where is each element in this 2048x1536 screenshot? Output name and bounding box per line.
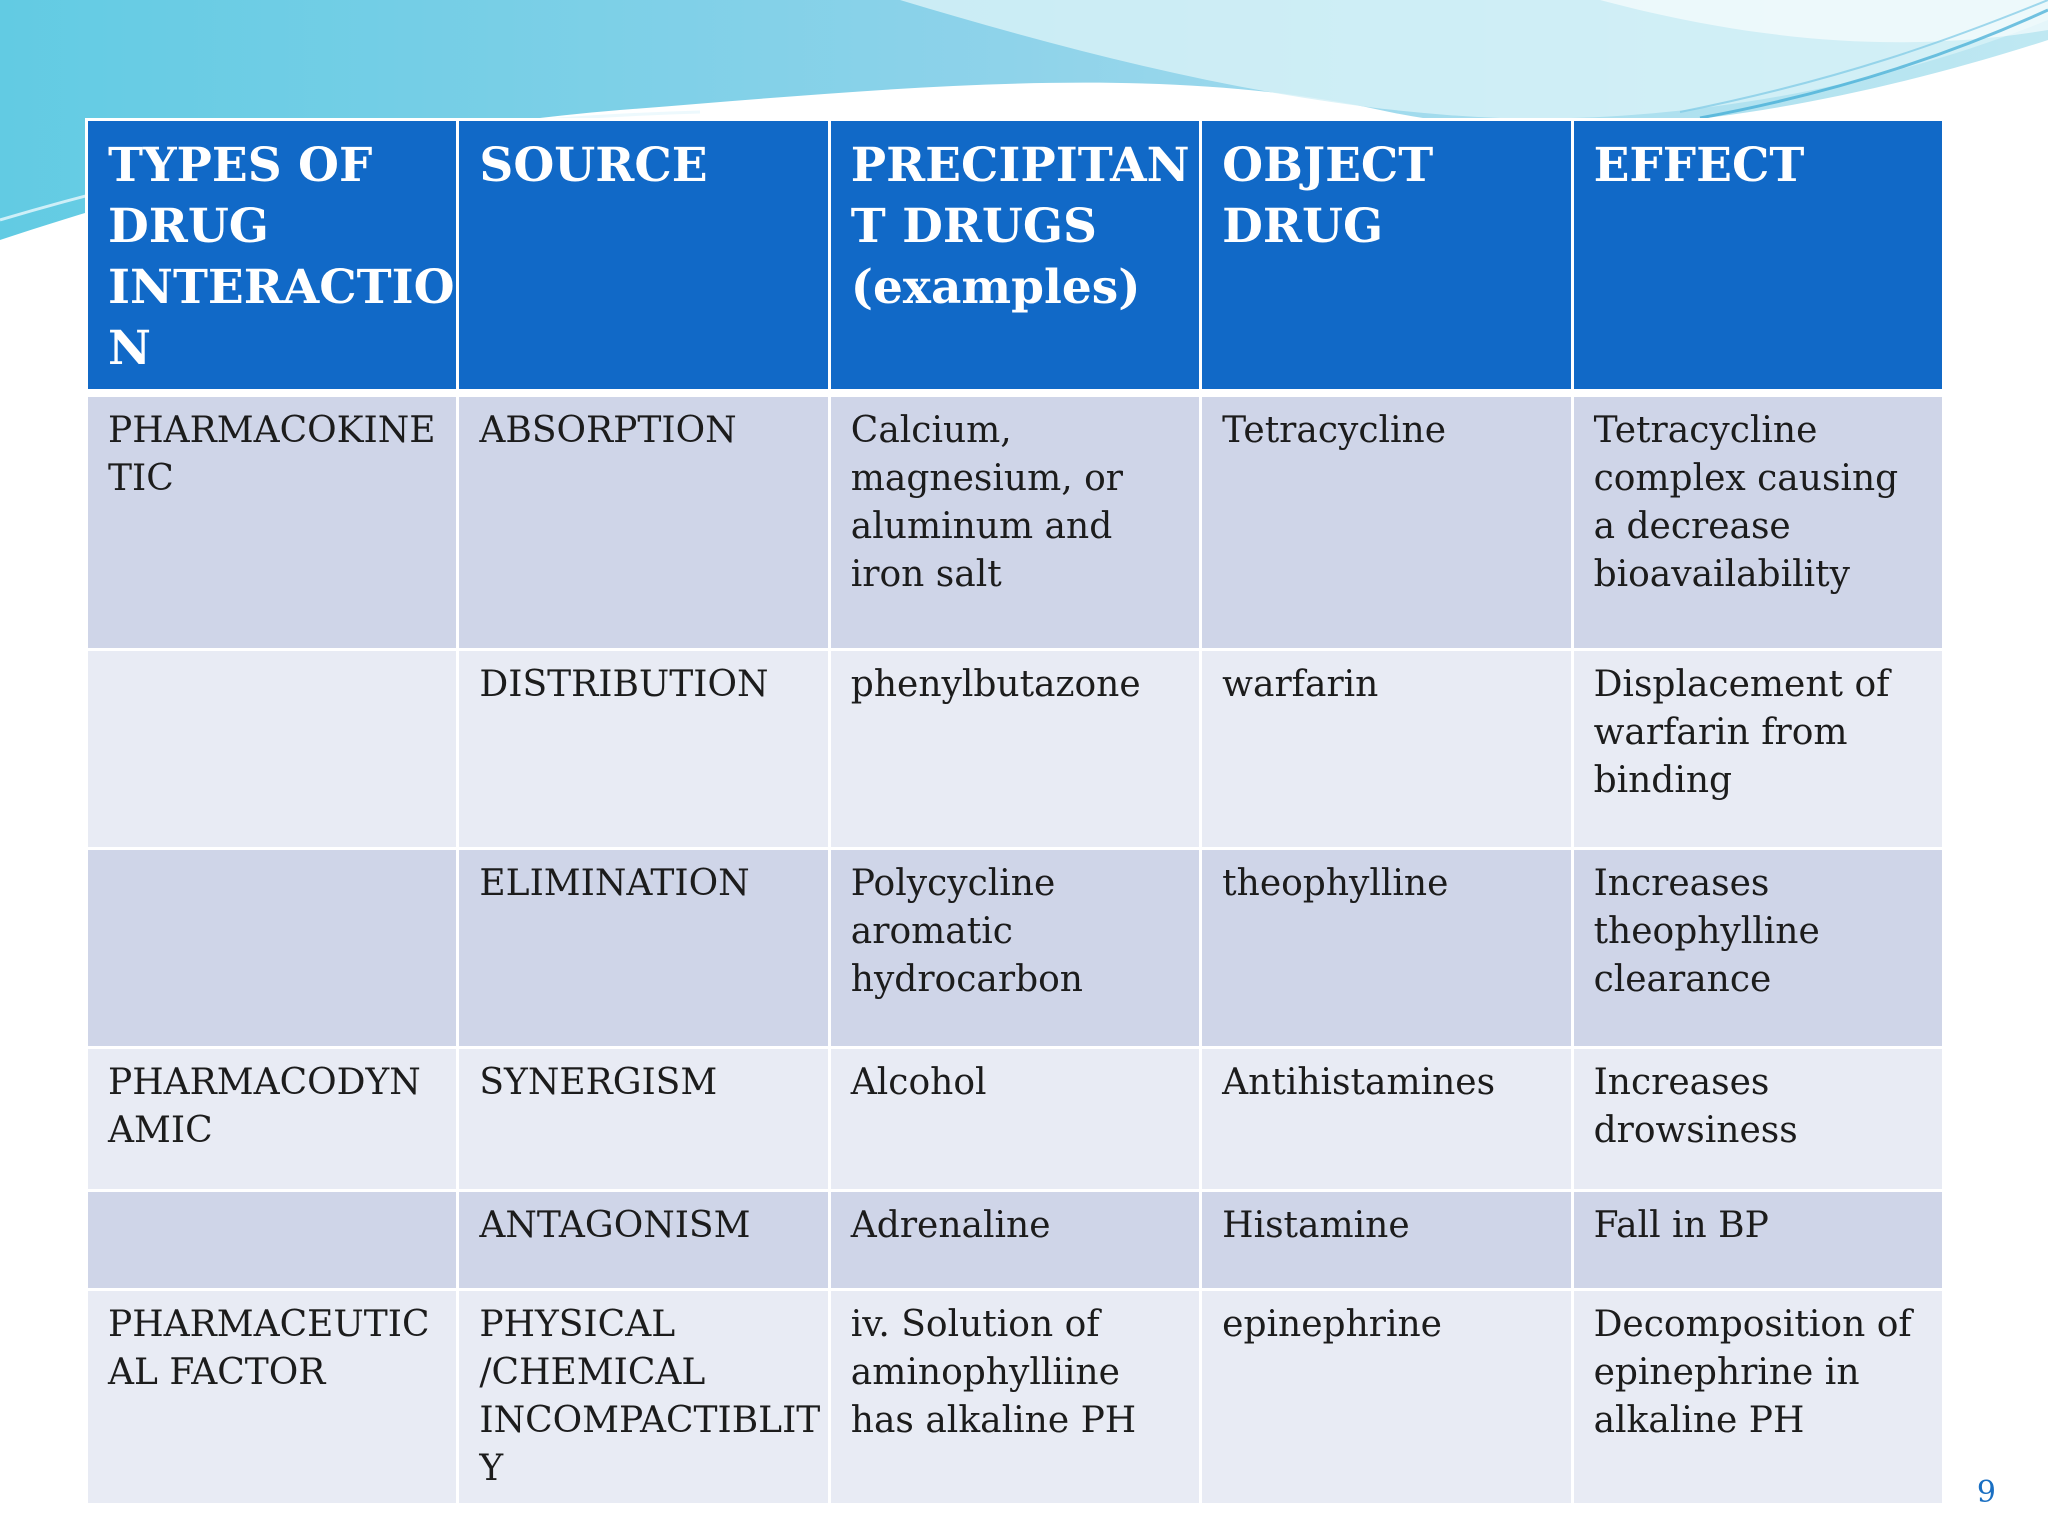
table-cell (87, 1190, 458, 1289)
table-cell: Calcium, magnesium, or aluminum and iron salt (829, 393, 1200, 649)
table-cell: Histamine (1201, 1190, 1572, 1289)
table-cell: Fall in BP (1572, 1190, 1943, 1289)
table-cell: Increases drowsiness (1572, 1047, 1943, 1190)
header-effect: EFFECT (1572, 120, 1943, 394)
drug-interaction-table-container (85, 118, 1945, 1496)
header-source: SOURCE (458, 120, 829, 394)
table-row (87, 1047, 1944, 1190)
table-cell: Polycycline aromatic hydrocarbon (829, 848, 1200, 1047)
table-cell: PHYSICAL /CHEMICAL INCOMPACTIBLIT Y (458, 1289, 829, 1504)
header-object-drug: OBJECT DRUG (1201, 120, 1572, 394)
table-header-row (87, 120, 1944, 394)
table-cell: Tetracycline (1201, 393, 1572, 649)
table-row (87, 1190, 1944, 1289)
table-cell: Tetracycline complex causing a decrease bioavailability (1572, 393, 1943, 649)
table-row (87, 649, 1944, 848)
table-row (87, 848, 1944, 1047)
table-cell: Displacement of warfarin from binding (1572, 649, 1943, 848)
header-precipitant-drugs: PRECIPITAN T DRUGS (examples) (829, 120, 1200, 394)
table-cell: Antihistamines (1201, 1047, 1572, 1190)
table-cell (87, 649, 458, 848)
table-cell: warfarin (1201, 649, 1572, 848)
table-cell: iv. Solution of aminophylliine has alkaline PH (829, 1289, 1200, 1504)
drug-interaction-table (85, 118, 1945, 1506)
table-cell: PHARMACEUTIC AL FACTOR (87, 1289, 458, 1504)
table-cell: Increases theophylline clearance (1572, 848, 1943, 1047)
table-cell: phenylbutazone (829, 649, 1200, 848)
table-cell: ABSORPTION (458, 393, 829, 649)
table-cell: epinephrine (1201, 1289, 1572, 1504)
table-cell: PHARMACOKINE TIC (87, 393, 458, 649)
table-cell: DISTRIBUTION (458, 649, 829, 848)
page-number: 9 (1976, 1475, 1996, 1510)
table-cell: PHARMACODYN AMIC (87, 1047, 458, 1190)
table-cell: SYNERGISM (458, 1047, 829, 1190)
table-cell: ELIMINATION (458, 848, 829, 1047)
table-cell: theophylline (1201, 848, 1572, 1047)
header-types-of-drug-interaction: TYPES OF DRUG INTERACTIO N (87, 120, 458, 394)
table-cell: Decomposition of epinephrine in alkaline PH (1572, 1289, 1943, 1504)
table-row (87, 1289, 1944, 1504)
table-cell: Adrenaline (829, 1190, 1200, 1289)
table-cell: ANTAGONISM (458, 1190, 829, 1289)
table-cell (87, 848, 458, 1047)
table-cell: Alcohol (829, 1047, 1200, 1190)
table-row (87, 393, 1944, 649)
